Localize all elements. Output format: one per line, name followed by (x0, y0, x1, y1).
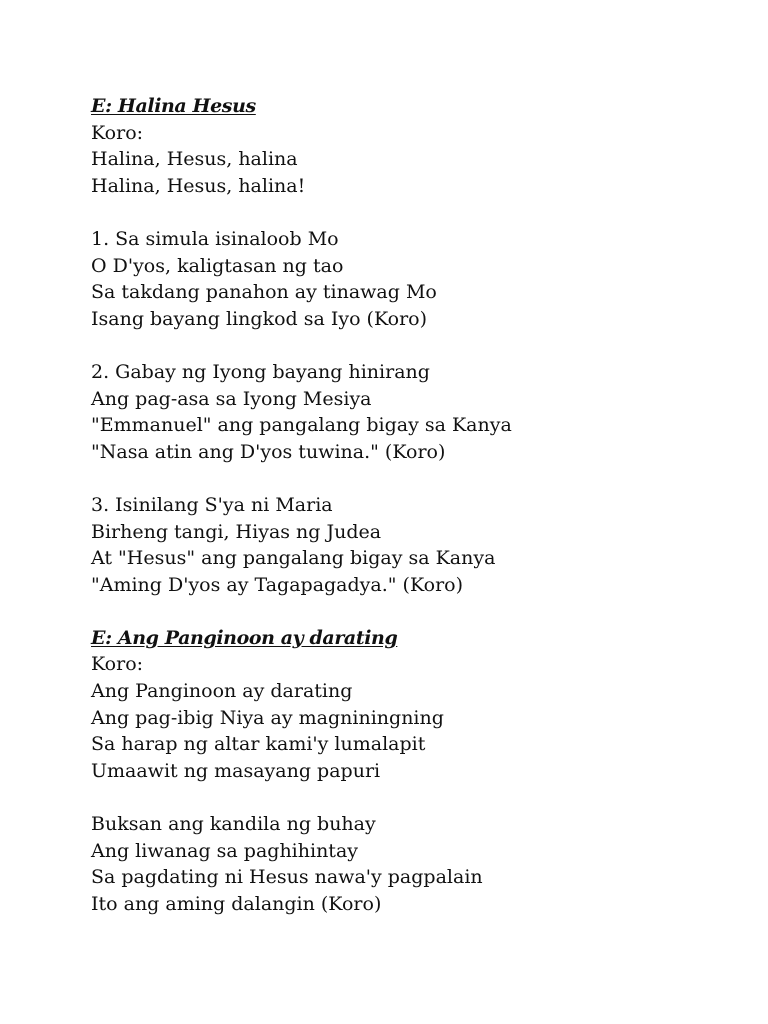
song-halina-hesus (91, 93, 731, 625)
chorus-line: Sa harap ng altar kami'y lumalapit (91, 733, 426, 756)
lyrics-document (91, 93, 731, 917)
verse-line: Isang bayang lingkod sa Iyo (Koro) (91, 307, 428, 330)
chorus-line: Ang Panginoon ay darating (91, 680, 353, 703)
verse-line: 3. Isinilang S'ya ni Maria (91, 493, 333, 516)
verse-line: Ito ang aming dalangin (Koro) (91, 892, 382, 915)
verse-line: Birheng tangi, Hiyas ng Judea (91, 520, 382, 543)
verse-1 (91, 811, 731, 917)
song-title: E: Ang Panginoon ay darating (91, 626, 398, 649)
stanza-gap (91, 784, 731, 811)
chorus-label: Koro: (91, 653, 144, 676)
verse-line: 2. Gabay ng Iyong bayang hinirang (91, 360, 430, 383)
stanza-gap (91, 199, 731, 226)
stanza-gap (91, 465, 731, 492)
song-title: E: Halina Hesus (91, 95, 256, 117)
chorus-line: Halina, Hesus, halina! (91, 174, 306, 197)
verse-line: "Aming D'yos ay Tagapagadya." (Koro) (91, 573, 464, 596)
verse-line: Buksan ang kandila ng buhay (91, 813, 376, 836)
chorus-line: Halina, Hesus, halina (91, 148, 298, 171)
chorus-line: Ang pag-ibig Niya ay magniningning (91, 706, 444, 729)
verse-2 (91, 359, 731, 465)
verse-line: Sa pagdating ni Hesus nawa'y pagpalain (91, 866, 483, 889)
chorus-label: Koro: (91, 121, 144, 144)
verse-line: "Emmanuel" ang pangalang bigay sa Kanya (91, 414, 512, 437)
verse-line: Sa takdang panahon ay tinawag Mo (91, 281, 437, 304)
verse-line: O D'yos, kaligtasan ng tao (91, 254, 344, 277)
verse-line: 1. Sa simula isinaloob Mo (91, 227, 339, 250)
chorus-line: Umaawit ng masayang papuri (91, 759, 381, 782)
verse-line: "Nasa atin ang D'yos tuwina." (Koro) (91, 440, 446, 463)
verse-line: Ang liwanag sa paghihintay (91, 839, 359, 862)
verse-1 (91, 226, 731, 332)
stanza-gap (91, 598, 731, 625)
song-ang-panginoon-ay-darating (91, 625, 731, 918)
verse-line: At "Hesus" ang pangalang bigay sa Kanya (91, 547, 496, 570)
verse-line: Ang pag-asa sa Iyong Mesiya (91, 387, 372, 410)
stanza-gap (91, 332, 731, 359)
verse-3 (91, 492, 731, 598)
